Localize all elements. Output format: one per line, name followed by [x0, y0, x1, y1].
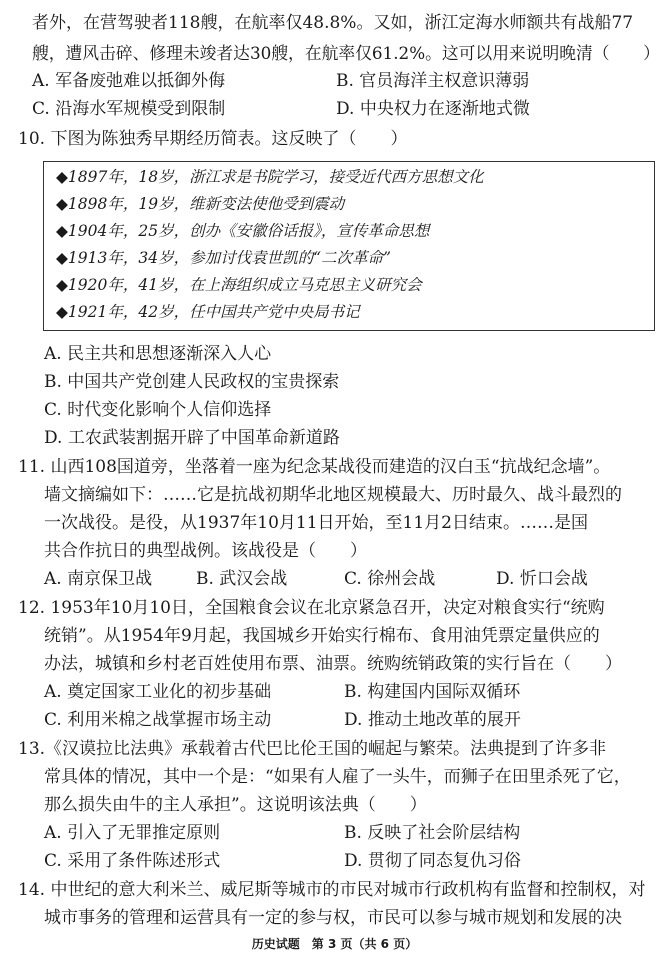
q9-line-1: 者外，在营驾驶者118艘，在航率仅48.8%。又如，浙江定海水师额共有战船77 — [32, 13, 634, 33]
q11-option-d[interactable]: D. 忻口会战 — [496, 569, 588, 589]
q11-option-a[interactable]: A. 南京保卫战 — [44, 569, 153, 589]
q11-option-c[interactable]: C. 徐州会战 — [344, 569, 436, 589]
q10-timeline-item: ◆1921年，42岁，任中国共产党中央局书记 — [56, 303, 360, 321]
q10-timeline-table — [43, 161, 655, 331]
q9-option-d[interactable]: D. 中央权力在逐渐地式微 — [336, 99, 530, 119]
q11-line-4: 共合作抗日的典型战例。该战役是（ ） — [44, 541, 367, 561]
q9-option-b[interactable]: B. 官员海洋主权意识薄弱 — [336, 71, 530, 91]
q10-stem: 10. 下图为陈独秀早期经历简表。这反映了（ ） — [18, 129, 408, 149]
q11-line-3: 一次战役。是役，从1937年10月11日开始，至11月2日结束。……是国 — [44, 513, 588, 533]
q10-timeline-item: ◆1898年，19岁，维新变法使他受到震动 — [56, 195, 345, 213]
q12-line-1: 12. 1953年10月10日，全国粮食会议在北京紧急召开，决定对粮食实行“统购 — [18, 598, 605, 618]
q10-option-d[interactable]: D. 工农武装割据开辟了中国革命新道路 — [44, 428, 340, 448]
q9-option-a[interactable]: A. 军备废弛难以抵御外侮 — [32, 71, 226, 91]
q12-option-b[interactable]: B. 构建国内国际双循环 — [344, 682, 521, 702]
q14-line-2: 城市事务的管理和运营具有一定的参与权，市民可以参与城市规划和发展的决 — [44, 908, 622, 928]
q13-option-d[interactable]: D. 贯彻了同态复仇习俗 — [344, 851, 521, 871]
q12-line-3: 办法，城镇和乡村老百姓使用布票、油票。统购统销政策的实行旨在（ ） — [44, 654, 622, 674]
q13-line-3: 那么损失由牛的主人承担”。这说明该法典（ ） — [44, 795, 427, 815]
q9-option-c[interactable]: C. 沿海水军规模受到限制 — [32, 99, 226, 119]
q11-line-1: 11. 山西108国道旁，坐落着一座为纪念某战役而建造的汉白玉“抗战纪念墙”。 — [18, 457, 611, 477]
q13-option-b[interactable]: B. 反映了社会阶层结构 — [344, 823, 521, 843]
q12-option-c[interactable]: C. 利用米棉之战掌握市场主动 — [44, 710, 272, 730]
q9-line-2: 艘，遭风击碎、修理未竣者达30艘，在航率仅61.2%。这可以用来说明晚清（ ） — [32, 43, 660, 63]
q13-line-2: 常具体的情况，其中一个是：“如果有人雇了一头牛，而狮子在田里杀死了它， — [44, 767, 631, 787]
q13-line-1: 13.《汉谟拉比法典》承载着古代巴比伦王国的崛起与繁荣。法典提到了许多非 — [18, 739, 607, 759]
q10-option-c[interactable]: C. 时代变化影响个人信仰选择 — [44, 400, 272, 420]
q12-option-d[interactable]: D. 推动土地改革的展开 — [344, 710, 521, 730]
q12-option-a[interactable]: A. 奠定国家工业化的初步基础 — [44, 682, 272, 702]
q14-line-1: 14. 中世纪的意大利米兰、威尼斯等城市的市民对城市行政机构有监督和控制权，对 — [18, 880, 646, 900]
q13-option-c[interactable]: C. 采用了条件陈述形式 — [44, 851, 221, 871]
q11-line-2: 墙文摘编如下：……它是抗战初期华北地区规模最大、历时最久、战斗最烈的 — [44, 485, 622, 505]
q10-option-a[interactable]: A. 民主共和思想逐渐深入人心 — [44, 344, 272, 364]
q12-line-2: 统销”。从1954年9月起，我国城乡开始实行棉布、食用油凭票定量供应的 — [44, 626, 600, 646]
q10-timeline-item: ◆1920年，41岁，在上海组织成立马克思主义研究会 — [56, 276, 422, 294]
q11-option-b[interactable]: B. 武汉会战 — [196, 569, 288, 589]
q10-timeline-item: ◆1897年，18岁，浙江求是书院学习，接受近代西方思想文化 — [56, 168, 484, 186]
q10-timeline-item: ◆1904年，25岁，创办《安徽俗话报》，宣传革命思想 — [56, 222, 430, 240]
page-footer: 历史试题 第 3 页（共 6 页） — [251, 937, 418, 951]
q10-option-b[interactable]: B. 中国共产党创建人民政权的宝贵探索 — [44, 372, 340, 392]
q13-option-a[interactable]: A. 引入了无罪推定原则 — [44, 823, 221, 843]
q10-timeline-item: ◆1913年，34岁，参加讨伐袁世凯的“二次革命” — [56, 249, 391, 267]
